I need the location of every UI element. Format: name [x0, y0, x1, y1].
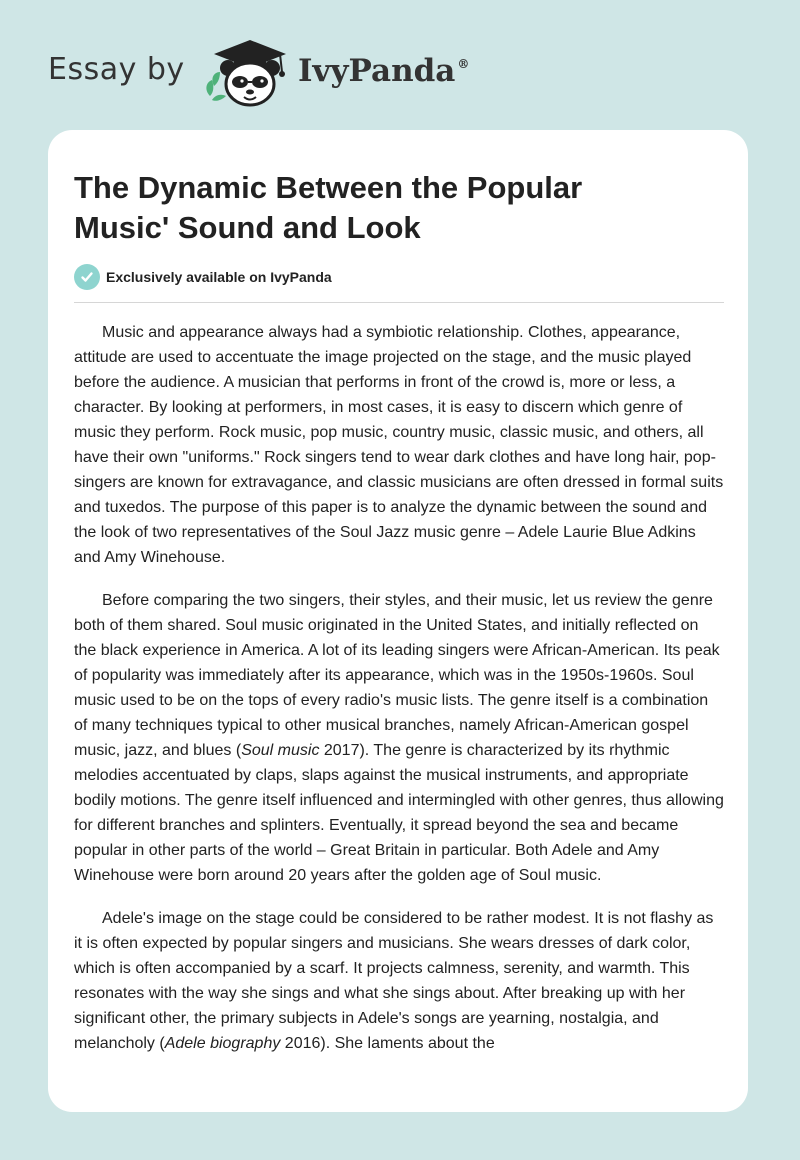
paragraph-1 — [74, 320, 724, 570]
essay-by-label: Essay by — [48, 52, 185, 87]
paragraph-2 — [74, 588, 724, 888]
citation-soul-music: Soul music — [241, 742, 320, 759]
divider — [74, 302, 724, 303]
exclusive-badge-label: Exclusively available on IvyPanda — [106, 269, 332, 285]
paragraph-3-text: Adele's image on the stage could be considered to be rather modest. It is not flashy as it is often expected by popular singers and musicians. She wears dresses of dark color, which is often accompanied by a scarf. It projects calmness, serenity, and warmth. This resonates with the way she sings and what she sings about. After breaking up with her significant other, the primary subjects in Adele's songs are yearning, nostalgia, and melancholy ( — [74, 910, 714, 1052]
paragraph-3 — [74, 906, 724, 1056]
citation-adele-biography: Adele biography — [164, 1035, 281, 1052]
exclusive-badge — [74, 264, 332, 290]
site-header — [0, 0, 800, 130]
essay-title: The Dynamic Between the Popular Music' Sound and Look — [74, 170, 583, 245]
paragraph-3-text-cont: 2016). She laments about the — [280, 1035, 495, 1052]
registered-mark: ® — [457, 57, 470, 71]
essay-body — [74, 320, 724, 1074]
brand-text: IvyPanda — [298, 53, 456, 89]
essay-card — [48, 130, 748, 1112]
paragraph-1-text: Music and appearance always had a symbiotic relationship. Clothes, appearance, attitude are used to accentuate the image projected on the stage, and the music played before the audience. A musician that performs in front of the crowd is, more or less, a character. By looking at performers, in most cases, it is easy to discern which genre of music they perform. Rock music, pop music, country music, classic music, and others, all have their own "uniforms." Rock singers tend to wear dark clothes and have long hair, pop-singers are known for extravagance, and classic musicians are often dressed in formal suits and tuxedos. The purpose of this paper is to analyze the dynamic between the sound and the look of two representatives of the Soul Jazz music genre – Adele Laurie Blue Adkins and Amy Winehouse. — [74, 324, 724, 566]
ivypanda-logo-icon[interactable] — [200, 38, 292, 108]
paragraph-2-text-cont: 2017). The genre is characterized by its rhythmic melodies accentuated by claps, slaps against the musical instruments, and appropriate bodily motions. The genre itself influenced and intermingled with other genres, thus allowing for different branches and splinters. Eventually, it spread beyond the sea and became popular in other parts of the world – Great Britain in particular. Both Adele and Amy Winehouse were born around 20 years after the golden age of Soul music. — [74, 742, 724, 884]
brand-name[interactable] — [298, 53, 469, 89]
paragraph-2-text: Before comparing the two singers, their styles, and their music, let us review the genre both of them shared. Soul music originated in the United States, and initially reflected on the black experience in America. A lot of its leading singers were African-American. Its peak of popularity was immediately after its appearance, which was in the 1950s-1960s. Soul music used to be on the tops of every radio's music lists. The genre itself is a combination of many techniques typical to other musical branches, namely African-American gospel music, jazz, and blues ( — [74, 592, 720, 759]
checkmark-icon — [74, 264, 100, 290]
